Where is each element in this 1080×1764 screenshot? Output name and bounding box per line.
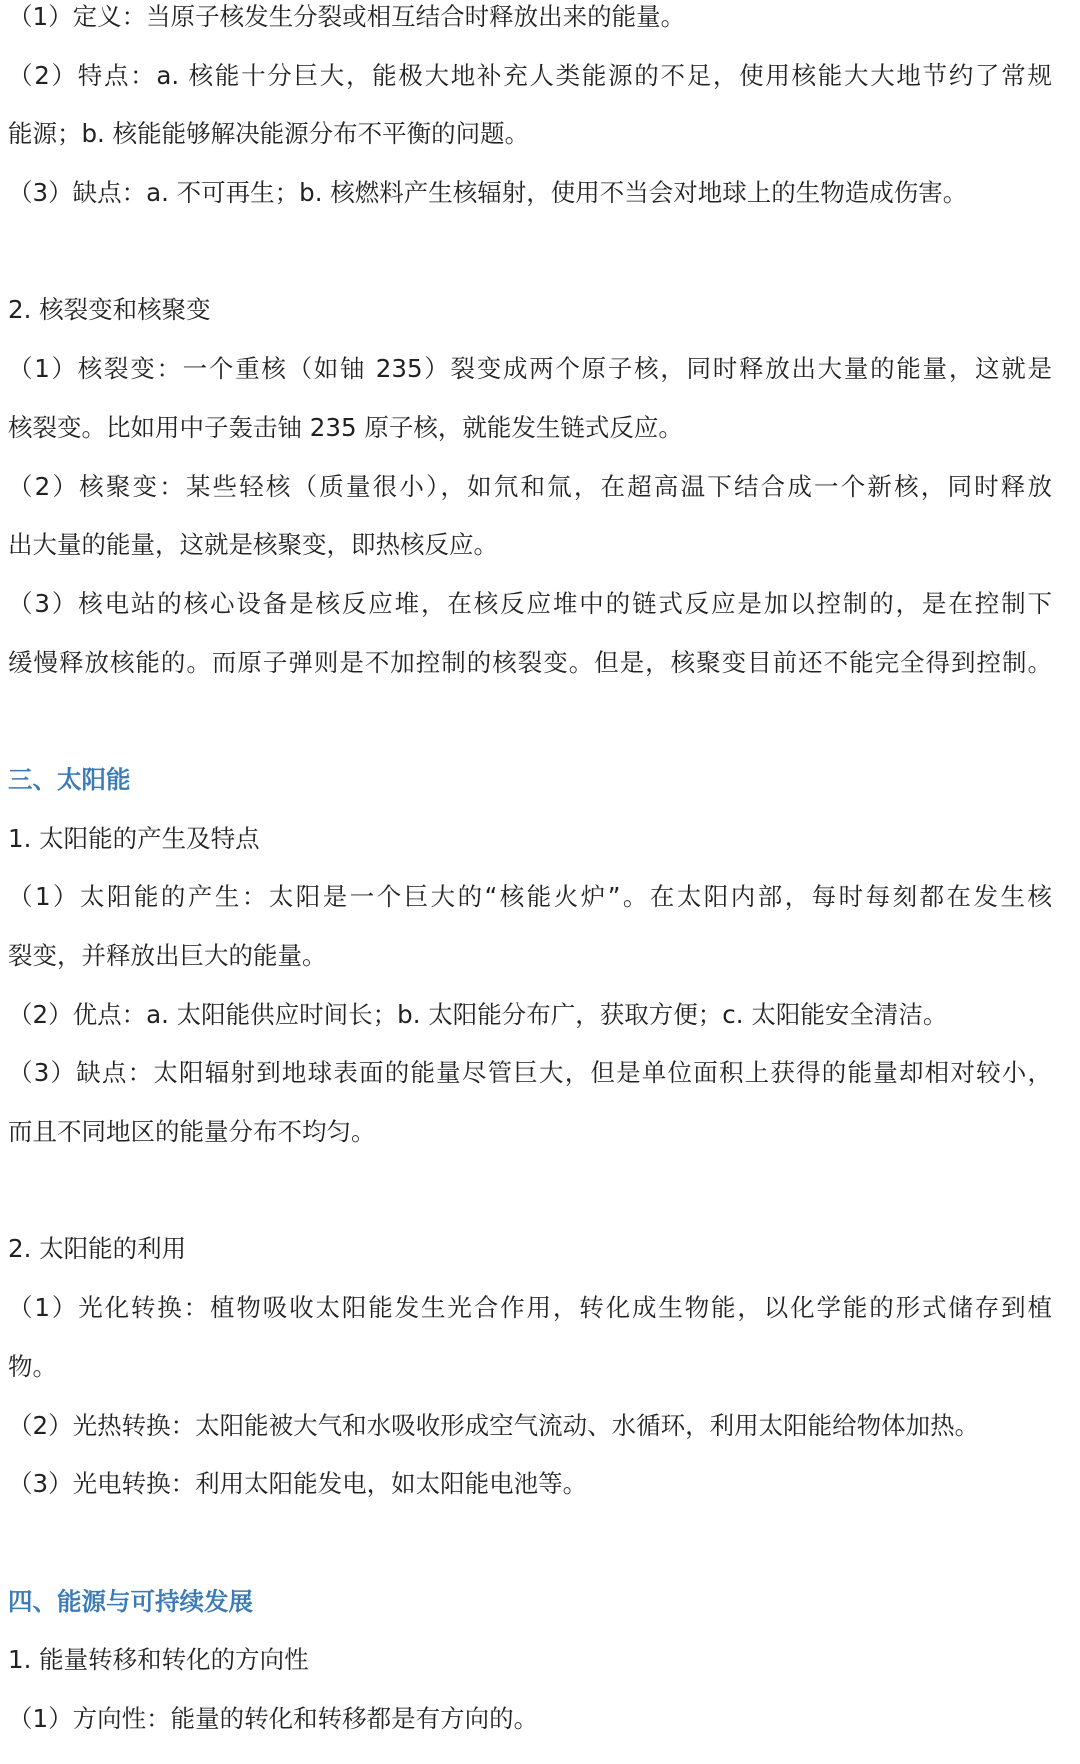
text-line: （3）缺点：a. 不可再生；b. 核燃料产生核辐射，使用不当会对地球上的生物造成伤害。 [8, 178, 968, 208]
blank-line [8, 692, 1052, 751]
text-line: （1）定义：当原子核发生分裂或相互结合时释放出来的能量。 [8, 2, 686, 31]
text-line: 裂变，并释放出巨大的能量。 [8, 941, 327, 970]
text-line: 能源；b. 核能能够解决能源分布不平衡的问题。 [8, 119, 530, 149]
blank-line [8, 223, 1052, 282]
text-line: 缓慢释放核能的。而原子弹则是不加控制的核裂变。但是，核聚变目前还不能完全得到控制。 [8, 647, 1052, 677]
text-line: （2）优点：a. 太阳能供应时间长；b. 太阳能分布广，获取方便；c. 太阳能安全清洁。 [8, 999, 948, 1029]
text-line: （1）核裂变：一个重核（如铀 235）裂变成两个原子核，同时释放出大量的能量，这就是 [8, 354, 1052, 384]
text-line: 而且不同地区的能量分布不均匀。 [8, 1117, 376, 1147]
text-line: （3）核电站的核心设备是核反应堆，在核反应堆中的链式反应是加以控制的，是在控制下 [8, 588, 1052, 618]
text-line: 出大量的能量，这就是核聚变，即热核反应。 [8, 530, 498, 560]
section-heading: 三、太阳能 [8, 764, 131, 794]
text-line: 物。 [8, 1351, 57, 1381]
text-line: （1）光化转换：植物吸收太阳能发生光合作用，转化成生物能，以化学能的形式储存到植 [8, 1293, 1052, 1323]
text-line: 1. 太阳能的产生及特点 [8, 823, 260, 853]
blank-line [8, 1514, 1052, 1573]
text-line: （3）光电转换：利用太阳能发电，如太阳能电池等。 [8, 1469, 588, 1499]
text-line: （3）缺点：太阳辐射到地球表面的能量尽管巨大，但是单位面积上获得的能量却相对较小， [8, 1058, 1052, 1088]
text-line: 2. 太阳能的利用 [8, 1234, 187, 1264]
text-line: （2）光热转换：太阳能被大气和水吸收形成空气流动、水循环，利用太阳能给物体加热。 [8, 1410, 980, 1440]
document-body [8, 0, 1052, 1749]
text-line: （1）方向性：能量的转化和转移都是有方向的。 [8, 1703, 539, 1733]
text-line: 2. 核裂变和核聚变 [8, 295, 211, 325]
text-line: （2）核聚变：某些轻核（质量很小），如氘和氚，在超高温下结合成一个新核，同时释放 [8, 471, 1052, 501]
text-line: 核裂变。比如用中子轰击铀 235 原子核，就能发生链式反应。 [8, 412, 683, 442]
section-heading: 四、能源与可持续发展 [8, 1586, 253, 1616]
text-line: （2）特点：a. 核能十分巨大，能极大地补充人类能源的不足，使用核能大大地节约了常规 [8, 60, 1052, 90]
text-line: （1）太阳能的产生：太阳是一个巨大的“核能火炉”。在太阳内部，每时每刻都在发生核 [8, 882, 1052, 912]
text-line: 1. 能量转移和转化的方向性 [8, 1645, 309, 1675]
blank-line [8, 1162, 1052, 1221]
